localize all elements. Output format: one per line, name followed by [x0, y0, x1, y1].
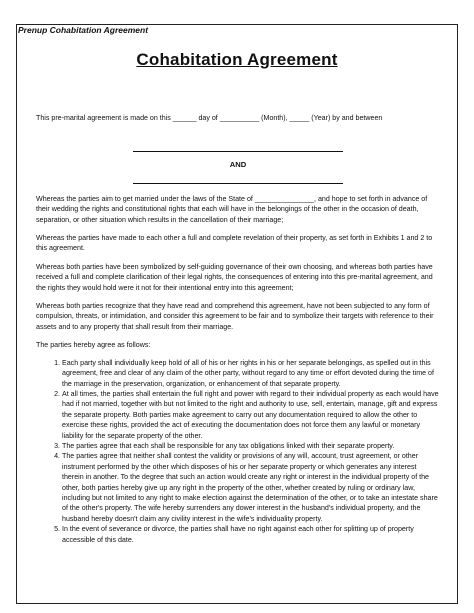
document-title: Cohabitation Agreement — [136, 50, 338, 69]
and-label: AND — [229, 160, 247, 170]
whereas-paragraph: Whereas the parties have made to each other a full and complete revelation of their property, as set forth in Exhibits 1 and 2 to this agreement. — [36, 234, 433, 253]
whereas-paragraph: Whereas both parties recognize that they have read and comprehend this agreement, have not been subjected to any form of compulsion, threats, or intimidation, and consider this agreement to be fair and to symbolize their targets with reference to their assets and to any property that shall result from their marriage. — [36, 302, 434, 331]
whereas-paragraph: Whereas both parties have been symbolized by self-guiding governance of their own choosing, and whereas both parties have received a full and complete clarification of their legal rights, the consequences of entering into this pre-marital agreement, and the rights they would hold were it not for their intentional entry into this agreement; — [36, 262, 433, 292]
clause-item: 5. In the event of severance or divorce, the parties shall have no right against each other for splitting up of property accessible of this date. — [62, 524, 440, 545]
document-body — [36, 113, 440, 545]
whereas-paragraph: Whereas the parties aim to get married under the laws of the State of _______________, and hope to set forth in advance of their wedding the rights and constitutional rights that each will have in the belongings of the other in the occasion of death, separation, or other situation which results in the cancellation of their marriage; — [36, 194, 428, 224]
clause-item: 1. Each party shall individually keep hold of all of his or her rights in his or her separate belongings, as spelled out in this agreement, free and clear of any claim of the other party, without regard to any time or effort devoted during the time of the marriage in the preservation, organization, or enhancement of that separate property. — [62, 358, 440, 389]
clause-list — [36, 358, 440, 545]
clause-item: 4. The parties agree that neither shall contest the validity or provisions of any will, account, trust agreement, or other instrument performed by the other which disposes of his or her separate property or which generates any interest therein in another. To the degree that such an action would create any right or interest in the individual property of the other, both parties hereby give up any right in the property of the other, whether created by ruling or ordinary law, including but not limited to any right to make election against the determination of the other, or to take an intestate share of the other's property. The wife hereby surrenders any dower interest in the husband's individual property, and the husband hereby doesn't claim any civility interest in the wife's individuality property. — [62, 451, 440, 524]
agree-lead: The parties hereby agree as follows: — [36, 341, 151, 350]
intro-paragraph: This pre-marital agreement is made on this ______ day of __________ (Month), _____ (Year) by and between — [36, 114, 383, 122]
clause-item: 3. The parties agree that each shall be responsible for any tax obligations linked with their separate property. — [62, 441, 440, 451]
signature-line-party-1 — [133, 151, 343, 152]
header-label: Prenup Cohabitation Agreement — [18, 25, 149, 35]
clause-item: 2. At all times, the parties shall entertain the full right and power with regard to their individual property as each would have had if not married, together with but not limited to the right and authority to use, sell, entertain, manage, gift and express the separate property. Both parties make agreement to carry out any documentation required to allow the other to exercise these rights, provided the act of executing the documentation does not force them any lawful or monetary liability for the separate property of the other. — [62, 389, 440, 441]
